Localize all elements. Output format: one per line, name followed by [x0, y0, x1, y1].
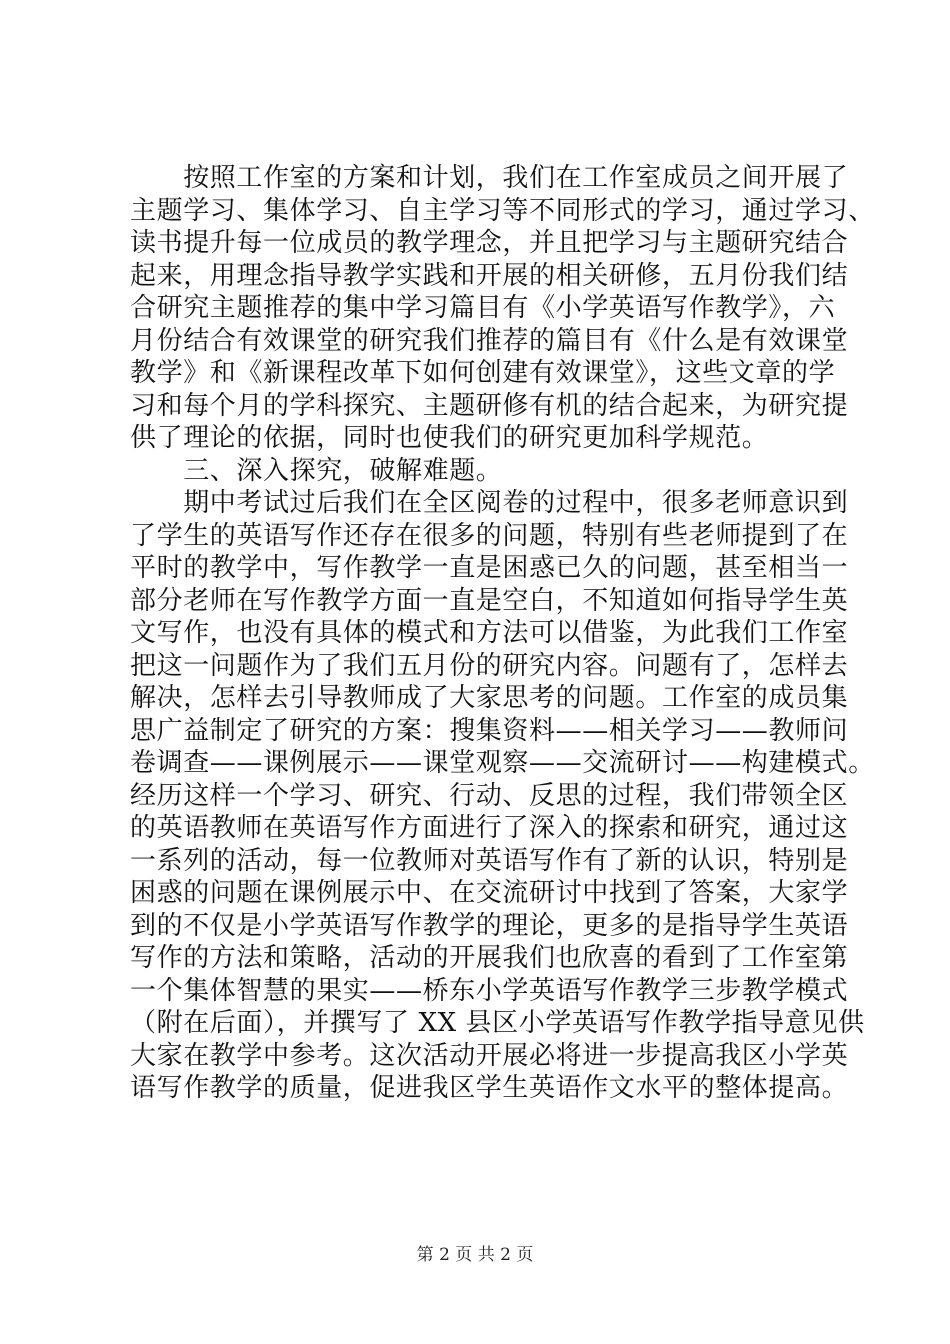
section-heading: 三、深入探究，破解难题。 — [130, 455, 503, 486]
text-line: 思广益制定了研究的方案：搜集资料——相关学习——教师问 — [130, 715, 849, 746]
text-line: 卷调查——课例展示——课堂观察——交流研讨——构建模式。 — [130, 748, 875, 778]
text-line: 困惑的问题在课例展示中、在交流研讨中找到了答案，大家学 — [130, 878, 849, 908]
text-line: 把这一问题作为了我们五月份的研究内容。问题有了，怎样去 — [130, 650, 849, 681]
text-line: 期中考试过后我们在全区阅卷的过程中，很多老师意识到 — [130, 488, 849, 518]
text-line: 部分老师在写作教学方面一直是空白，不知道如何指导学生英 — [130, 585, 849, 616]
document-body — [130, 162, 875, 1105]
text-line: 读书提升每一位成员的教学理念，并且把学习与主题研究结合 — [130, 228, 849, 258]
text-line: 起来，用理念指导教学实践和开展的相关研修，五月份我们结 — [130, 260, 849, 291]
text-line: 月份结合有效课堂的研究我们推荐的篇目有《什么是有效课堂 — [130, 325, 849, 356]
text-line: 供了理论的依据，同时也使我们的研究更加科学规范。 — [130, 423, 769, 453]
text-line: （附在后面），并撰写了 XX 县区小学英语写作教学指导意见供 — [130, 1008, 865, 1038]
text-line: 解决，怎样去引导教师成了大家思考的问题。工作室的成员集 — [130, 683, 849, 713]
text-line: 写作的方法和策略，活动的开展我们也欣喜的看到了工作室第 — [130, 943, 849, 973]
text-line: 主题学习、集体学习、自主学习等不同形式的学习，通过学习、 — [130, 195, 875, 226]
text-line: 平时的教学中，写作教学一直是困惑已久的问题，甚至相当一 — [130, 553, 849, 583]
text-line: 大家在教学中参考。这次活动开展必将进一步提高我区小学英 — [130, 1040, 849, 1071]
text-line: 一个集体智慧的果实——桥东小学英语写作教学三步教学模式 — [130, 975, 849, 1006]
text-line: 到的不仅是小学英语写作教学的理论，更多的是指导学生英语 — [130, 910, 849, 941]
text-line: 的英语教师在英语写作方面进行了深入的探索和研究，通过这 — [130, 813, 849, 843]
text-line: 文写作，也没有具体的模式和方法可以借鉴，为此我们工作室 — [130, 618, 849, 648]
text-line: 经历这样一个学习、研究、行动、反思的过程，我们带领全区 — [130, 780, 849, 811]
text-line: 合研究主题推荐的集中学习篇目有《小学英语写作教学》，六 — [130, 293, 836, 323]
text-line: 语写作教学的质量，促进我区学生英语作文水平的整体提高。 — [130, 1073, 849, 1103]
page-footer: 第 2 页 共 2 页 — [416, 1245, 534, 1265]
text-line: 按照工作室的方案和计划，我们在工作室成员之间开展了 — [130, 163, 849, 193]
text-line: 教学》和《新课程改革下如何创建有效课堂》，这些文章的学 — [130, 358, 836, 388]
text-line: 一系列的活动，每一位教师对英语写作有了新的认识，特别是 — [130, 845, 849, 876]
text-line: 习和每个月的学科探究、主题研修有机的结合起来，为研究提 — [130, 390, 849, 421]
text-line: 了学生的英语写作还存在很多的问题，特别有些老师提到了在 — [130, 520, 849, 551]
